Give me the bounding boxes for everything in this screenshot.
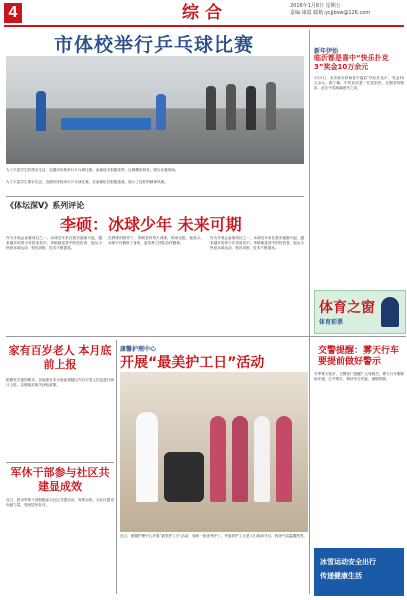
left-story-2-body: 近日，我市军休干部积极参与社区共建活动，发挥余热，为社区建设贡献力量，受到居民好评。	[6, 498, 114, 508]
divider	[6, 196, 304, 197]
footer-ad-line1: 冰雪运动安全出行	[320, 558, 376, 566]
side-body: 1月5日，本市新年伊始喜中福彩“快乐扑克3”，奖金10万余元。据了解，中奖彩民是一位老彩民，长期坚持购彩，此次中奖纯属意外之喜。	[314, 76, 404, 91]
section-title: 综合	[182, 3, 228, 23]
left-story-1-body: 根据有关通知要求，各地需在本月底前将辖区内百岁老人信息进行统计上报，以便落实相关补贴政策。	[6, 378, 114, 388]
staff-figure	[254, 416, 270, 502]
column-divider	[116, 340, 117, 594]
series-col-3: 作为冬奥会参赛项目之一，冰球近年来在我市逐渐兴起，越来越多的青少年投身其中。李硕就是其中的佼佼者，他从小热爱冰球运动，刻苦训练，技术不断提高。	[210, 236, 304, 251]
care-headline: 开展“最美护工日”活动	[120, 355, 265, 371]
spectator-figure	[206, 86, 216, 130]
divider	[6, 336, 406, 337]
lead-caption: 为了丰富学生的课余生活，近期市体校举行乒乓球比赛，参赛选手积极发挥，比赛精彩纷呈。图为比赛现场。	[6, 168, 179, 172]
spectator-figure	[266, 82, 276, 130]
lead-headline: 市体校举行乒乓球比赛	[53, 34, 254, 56]
divider	[6, 462, 114, 463]
footer-ad	[314, 548, 404, 596]
lead-photo	[6, 56, 304, 164]
wheelchair-figure	[164, 452, 204, 502]
ping-pong-table	[61, 118, 151, 130]
side-kicker: 新年伊始	[314, 48, 339, 55]
sports-ad	[314, 290, 406, 334]
left-story-1-headline: 家有百岁老人 本月底前上报	[8, 344, 112, 371]
spectator-figure	[246, 86, 256, 130]
player-figure	[36, 91, 46, 131]
series-kicker: 《体坛深V》系列评论	[6, 201, 85, 210]
spectator-figure	[226, 84, 236, 130]
sports-ad-title: 体育之窗	[319, 300, 375, 316]
side-headline: 临沂都是喜中“快乐扑克3”奖金10万余元	[314, 54, 389, 71]
dateline	[290, 3, 405, 17]
staff-figure	[210, 416, 226, 502]
care-caption: 近日，康馨护理中心开展“最美护工日”活动，表彰一批优秀护工，并组织护工为老人们表演节目，现场气氛温馨热烈。	[120, 534, 307, 538]
care-photo	[120, 372, 308, 532]
lead-body: 为了丰富学生课余生活，近期市体校举行乒乓球比赛。各参赛队员积极备战，展示了良好的精神风貌。	[6, 180, 168, 184]
dateline-editor: 责编:康霞 邮箱:ycjjbsw@126.com	[290, 10, 371, 16]
notice-headline: 交警提醒：雾天行车要提前做好警示	[318, 346, 400, 367]
header-rule	[4, 25, 404, 27]
series-headline: 李硕：冰球少年 未来可期	[60, 215, 242, 234]
athlete-icon	[381, 297, 399, 327]
notice-body: 冬季雾天较多，交警部门提醒广大驾驶员，雾天行车要降低车速，打开雾灯，保持安全车距，谨慎驾驶。	[314, 372, 404, 382]
series-col-2: 在教练的指导下，李硕坚持每天训练，风雨无阻。他表示，冰球不仅锻炼了身体，更培养了团队协作精神。	[108, 236, 204, 246]
footer-ad-line2: 传递健康生活	[320, 572, 362, 580]
page-number: 4	[4, 3, 22, 23]
column-divider	[309, 30, 310, 594]
staff-figure	[276, 416, 292, 502]
player-figure	[156, 94, 166, 130]
page-header	[0, 0, 407, 26]
left-story-2-headline: 军休干部参与社区共建显成效	[10, 466, 110, 493]
series-col-1: 作为冬奥会参赛项目之一，冰球近年来在我市逐渐兴起，越来越多的青少年投身其中。李硕就是其中的佼佼者，他从小热爱冰球运动，刻苦训练，技术不断提高。	[6, 236, 102, 251]
sports-ad-sub: 体育彩票	[319, 319, 344, 326]
dateline-date: 2016年1月8日 星期五	[290, 3, 341, 9]
staff-figure	[232, 416, 248, 502]
nurse-figure	[136, 412, 158, 502]
care-kicker: 康馨护理中心	[120, 346, 157, 353]
